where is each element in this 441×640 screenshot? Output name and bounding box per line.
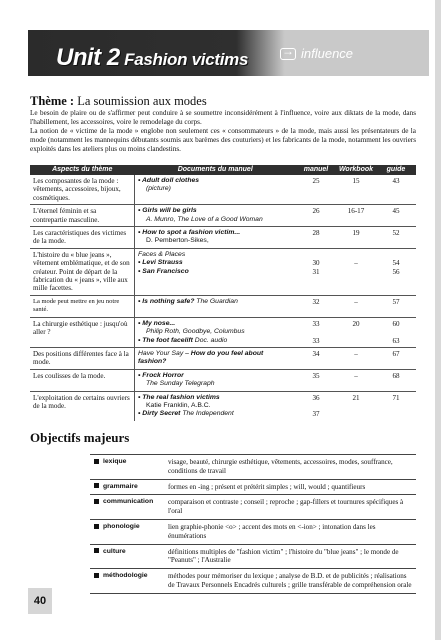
objective-row bbox=[90, 569, 416, 594]
objective-value: visage, beauté, chirurgie esthétique, vêtements, accessoires, modes, souffrance, conditions de travail bbox=[164, 455, 416, 480]
documents-cell bbox=[135, 227, 297, 249]
aspect-cell: La mode peut mettre en jeu notre santé. bbox=[30, 295, 135, 317]
bullet-square-icon bbox=[94, 573, 99, 578]
table-row bbox=[30, 391, 416, 421]
objective-value: comparaison et contraste ; conseil ; reproche ; gap-fillers et tournures spécifiques à l'oral bbox=[164, 495, 416, 520]
column-header: Aspects du thème bbox=[30, 165, 135, 175]
document-title: How do you feel about fashion? bbox=[138, 349, 264, 366]
guide-page: 45 bbox=[376, 205, 416, 227]
document-detail: Philip Roth, Goodbye, Columbus bbox=[146, 328, 245, 336]
objective-value: définitions multiples de "fashion victim" ; l'histoire du "blue jeans" ; le monde de "Peanuts" ; l'Australie bbox=[164, 544, 416, 569]
table-row bbox=[30, 317, 416, 347]
workbook-page: 16-17 bbox=[336, 205, 376, 227]
workbook-page: 20 bbox=[336, 317, 376, 347]
page-number: 40 bbox=[28, 588, 52, 614]
manuel-page-value: 33 bbox=[312, 336, 320, 345]
manuel-page: 32 bbox=[296, 295, 336, 317]
bullet-square-icon bbox=[94, 483, 99, 488]
page-edge-shadow bbox=[435, 0, 441, 640]
documents-cell bbox=[135, 248, 297, 295]
bullet-square-icon bbox=[94, 459, 99, 464]
theme-intro-paragraph: La notion de « victime de la mode » englobe non seulement ces « consommateurs » de la mode, mais aussi les présentateurs de la mode (notamment les mannequins débutants soumis aux barèmes des couturiers) et les fabricants de la mode, notamment les ouvriers exploités dans les ateliers plus ou moins clandestins. bbox=[30, 127, 416, 153]
objective-key-label: communication bbox=[103, 498, 154, 506]
objective-key bbox=[90, 544, 164, 569]
aspect-cell: L'histoire du « blue jeans », vêtement emblématique, et de son créateur. Point de départ de la fabrication du « jeans », ville aux mille facettes. bbox=[30, 248, 135, 295]
manuel-page: 25 bbox=[296, 175, 336, 205]
documents-cell bbox=[135, 317, 297, 347]
objective-row bbox=[90, 519, 416, 544]
document-detail: The Sunday Telegraph bbox=[146, 380, 215, 388]
theme-heading bbox=[30, 94, 207, 109]
objective-key-label: culture bbox=[103, 547, 126, 555]
unit-number: Unit 2 bbox=[56, 44, 120, 71]
objective-value: formes en -ing ; présent et prétérit simples ; will, would ; quantifieurs bbox=[164, 479, 416, 495]
document-title: • Dirty Secret bbox=[138, 410, 180, 417]
objective-key-label: phonologie bbox=[103, 522, 140, 530]
workbook-page: 19 bbox=[336, 227, 376, 249]
bullet-square-icon bbox=[94, 524, 99, 529]
workbook-page: – bbox=[336, 347, 376, 369]
unit-title bbox=[56, 44, 248, 72]
manuel-page-value: 30 bbox=[312, 259, 320, 268]
objective-row bbox=[90, 455, 416, 480]
aspect-cell: Les caractéristiques des victimes de la mode. bbox=[30, 227, 135, 249]
arrow-right-icon bbox=[280, 48, 296, 60]
objective-value: lien graphie-phonie <o> ; accent des mots en <-ion> ; intonation dans les énumérations bbox=[164, 519, 416, 544]
objective-key bbox=[90, 479, 164, 495]
column-header: manuel bbox=[296, 165, 336, 175]
documents-cell bbox=[135, 369, 297, 391]
manuel-page-value: 36 bbox=[312, 393, 320, 402]
document-detail: Doc. audio bbox=[194, 336, 228, 344]
table-row bbox=[30, 227, 416, 249]
aspect-cell: L'exploitation de certains ouvriers de la mode. bbox=[33, 393, 130, 410]
unit-name: Fashion victims bbox=[124, 50, 249, 69]
objective-key bbox=[90, 569, 164, 594]
documents-cell bbox=[135, 347, 297, 369]
document-title: • Adult doll clothes bbox=[138, 177, 199, 184]
guide-page bbox=[376, 248, 416, 295]
manuel-page-value: 33 bbox=[312, 319, 320, 328]
bullet-square-icon bbox=[94, 548, 99, 553]
workbook-page bbox=[336, 248, 376, 295]
theme-intro bbox=[30, 109, 416, 154]
document-title: • How to spot a fashion victim... bbox=[138, 229, 240, 236]
document-detail: D. Pemberton-Sikes, bbox=[146, 237, 209, 245]
document-title: • The foot facelift bbox=[138, 337, 193, 344]
objective-value: méthodes pour mémoriser du lexique ; analyse de B.D. et de publicités ; réalisations de Travaux Personnels Encadrés culturels ; grille transférable de compréhension orale bbox=[164, 569, 416, 594]
table-row bbox=[30, 205, 416, 227]
guide-page-value: 63 bbox=[392, 336, 400, 345]
document-detail: The Independent bbox=[182, 410, 234, 418]
theme-label: Thème : bbox=[30, 94, 75, 108]
workbook-page: – bbox=[336, 295, 376, 317]
manuel-page: 28 bbox=[296, 227, 336, 249]
manuel-page bbox=[296, 248, 336, 295]
objective-row bbox=[90, 544, 416, 569]
guide-page-value: 54 bbox=[392, 259, 400, 268]
theme-intro-paragraph: Le besoin de plaire ou de s'affirmer peut conduire à se soumettre inconsidérément à l'influence, voire aux diktats de la mode, dans l'habillement, les accessoires, voire le remodelage du corps. bbox=[30, 109, 416, 126]
objectives-heading: Objectifs majeurs bbox=[30, 430, 130, 445]
manuel-page: 35 bbox=[296, 369, 336, 391]
manuel-page bbox=[296, 317, 336, 347]
document-detail: The Guardian bbox=[196, 297, 238, 305]
aspect-cell: Des positions différentes face à la mode. bbox=[30, 347, 135, 369]
documents-cell bbox=[135, 175, 297, 205]
objective-row bbox=[90, 479, 416, 495]
document-title: • San Francisco bbox=[138, 268, 293, 276]
guide-page: 67 bbox=[376, 347, 416, 369]
guide-page: 43 bbox=[376, 175, 416, 205]
objective-key bbox=[90, 495, 164, 520]
guide-page: 68 bbox=[376, 369, 416, 391]
aspect-cell: La chirurgie esthétique : jusqu'où aller ? bbox=[30, 317, 135, 347]
manuel-page: 26 bbox=[296, 205, 336, 227]
document-title: • Frock Horror bbox=[138, 372, 184, 379]
guide-page: 52 bbox=[376, 227, 416, 249]
aspect-cell: Les composantes de la mode : vêtements, accessoires, bijoux, cosmétiques. bbox=[30, 175, 135, 205]
guide-page: 71 bbox=[392, 393, 400, 402]
table-row bbox=[30, 295, 416, 317]
objective-row bbox=[90, 495, 416, 520]
column-header: Documents du manuel bbox=[135, 165, 297, 175]
column-header: guide bbox=[376, 165, 416, 175]
objectives-table bbox=[90, 454, 416, 594]
table-row bbox=[30, 175, 416, 205]
documents-cell bbox=[135, 391, 297, 421]
document-title: • My nose... bbox=[138, 320, 175, 327]
manuel-page-value: 37 bbox=[312, 410, 320, 419]
workbook-page-value: – bbox=[354, 259, 358, 268]
guide-page: 57 bbox=[376, 295, 416, 317]
guide-page bbox=[376, 317, 416, 347]
guide-page-value: 56 bbox=[392, 267, 400, 276]
objective-key-label: lexique bbox=[103, 458, 127, 465]
document-title: • Girls will be girls bbox=[138, 207, 197, 214]
document-title: • The real fashion victims bbox=[138, 394, 220, 401]
document-title: • Is nothing safe? bbox=[138, 298, 194, 305]
guide-page-value: 60 bbox=[392, 319, 400, 328]
document-group-header: Faces & Places bbox=[138, 250, 186, 258]
objective-key bbox=[90, 455, 164, 480]
workbook-page: 21 bbox=[352, 393, 360, 402]
bullet-square-icon bbox=[94, 499, 99, 504]
table-row bbox=[30, 369, 416, 391]
document-detail: Katie Franklin, A.B.C. bbox=[146, 401, 211, 409]
objective-key-label: grammaire bbox=[103, 482, 138, 490]
document-group-header: Have Your Say – bbox=[138, 349, 189, 357]
documents-cell bbox=[135, 205, 297, 227]
workbook-page: – bbox=[336, 369, 376, 391]
documents-cell bbox=[135, 295, 297, 317]
document-detail: A. Munro, The Love of a Good Woman bbox=[146, 215, 263, 223]
workbook-page: 15 bbox=[336, 175, 376, 205]
manuel-page: 34 bbox=[296, 347, 336, 369]
aspect-cell: Les coulisses de la mode. bbox=[30, 369, 135, 391]
document-detail: (picture) bbox=[146, 185, 171, 193]
table-row bbox=[30, 248, 416, 295]
column-header: Workbook bbox=[336, 165, 376, 175]
theme-title: La soumission aux modes bbox=[77, 94, 207, 108]
objective-key-label: méthodologie bbox=[103, 572, 148, 580]
document-title: • Levi Strauss bbox=[138, 259, 293, 267]
unit-tag bbox=[280, 46, 353, 61]
manuel-page bbox=[296, 391, 336, 421]
manuel-page-value: 31 bbox=[312, 267, 320, 276]
objective-key bbox=[90, 519, 164, 544]
aspect-cell: L'éternel féminin et sa contrepartie masculine. bbox=[30, 205, 135, 227]
theme-table-header bbox=[30, 165, 416, 175]
theme-table bbox=[30, 165, 416, 421]
table-row bbox=[30, 347, 416, 369]
unit-tag-label: influence bbox=[301, 46, 354, 61]
